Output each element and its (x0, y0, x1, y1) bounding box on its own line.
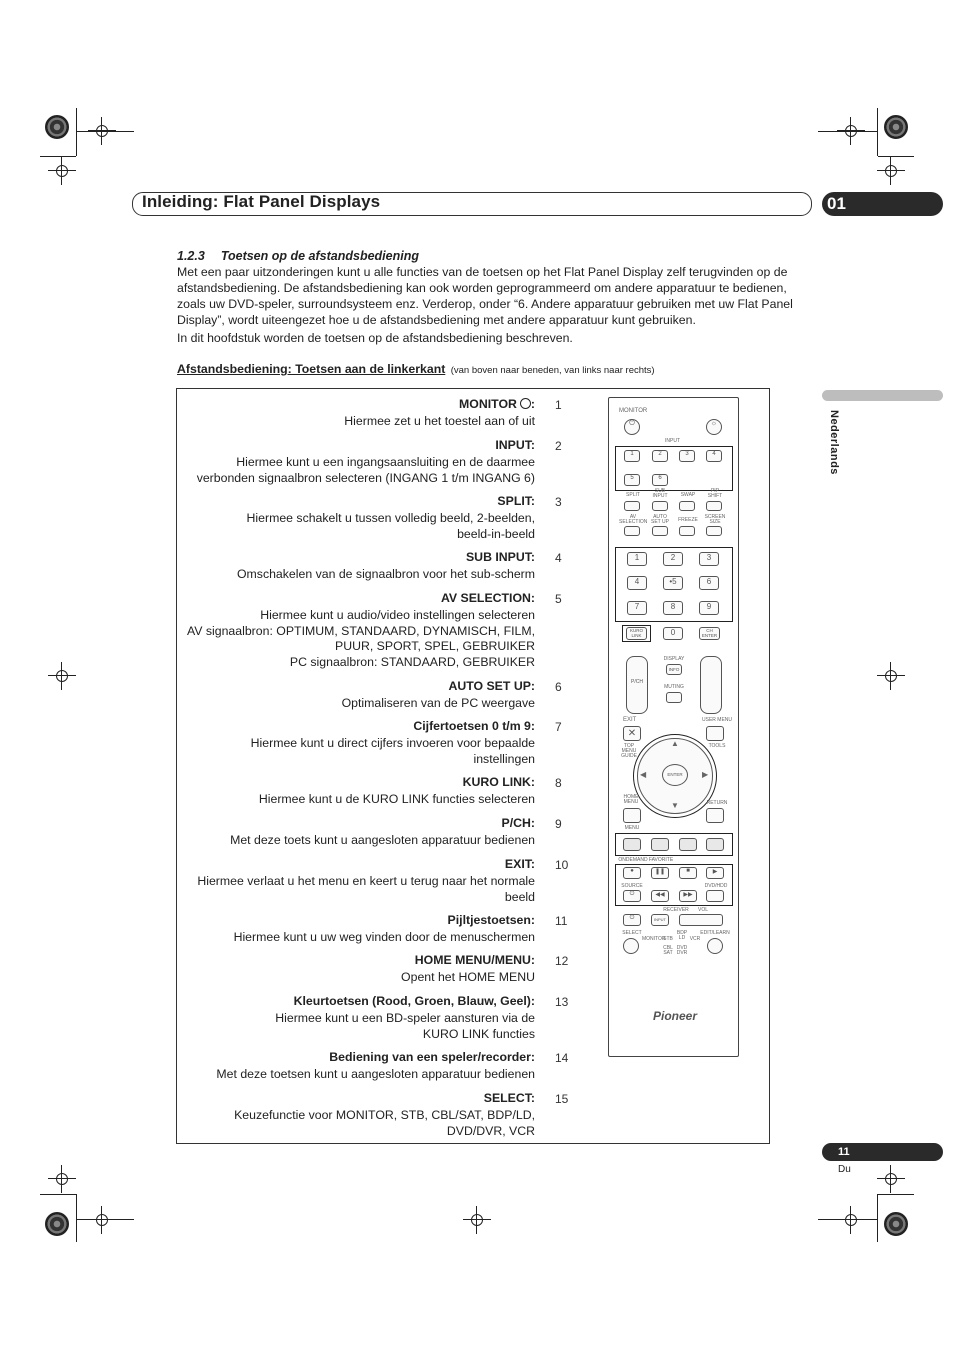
remote-edit-learn-button (707, 938, 723, 954)
arrow-up-icon: ▲ (671, 739, 679, 748)
subheading (177, 362, 655, 376)
remote-label-receiver: RECEIVER (663, 907, 689, 913)
subheading-title: Afstandsbediening: Toetsen aan de linkerkant (177, 362, 446, 376)
key-name: MONITOR (459, 397, 517, 411)
key-number: 10 (555, 858, 569, 872)
remote-input-key: 2 (652, 450, 668, 462)
remote-blue-button (679, 838, 697, 851)
remote-number-key: 6 (699, 576, 719, 590)
remote-screen-size-button (706, 526, 722, 536)
remote-ch-enter-button: CH ENTER (699, 627, 720, 640)
remote-exit-button: ✕ (623, 726, 641, 741)
key-name: P/CH: (501, 816, 535, 830)
remote-user-menu-button (706, 726, 724, 741)
key-description: Hiermee verlaat u het menu en keert u terug naar het normale beeld (197, 874, 535, 904)
remote-label-freeze: FREEZE (678, 517, 698, 523)
language-label: Nederlands (828, 410, 840, 475)
key-description: Keuzefunctie voor MONITOR, STB, CBL/SAT, BDP/LD, DVD/DVR, VCR (234, 1108, 535, 1138)
remote-number-key: 2 (663, 552, 683, 566)
page-title: Inleiding: Flat Panel Displays (142, 192, 381, 211)
remote-select-button (623, 938, 639, 954)
key-name: AV SELECTION: (440, 591, 535, 605)
intro-paragraph-2: In dit hoofdstuk worden de toetsen op de afstandsbediening beschreven. (177, 331, 573, 345)
key-name: EXIT: (504, 857, 535, 871)
remote-sub-input-button (652, 501, 668, 511)
play-icon: ▶ (706, 867, 724, 879)
key-item-color-keys (177, 994, 535, 1042)
remote-label-screen-size: SCREEN SIZE (704, 514, 726, 525)
key-item-exit (177, 857, 535, 905)
key-description: Hiermee kunt u een BD-speler aansturen via de KURO LINK functies (275, 1011, 535, 1041)
key-number: 6 (555, 680, 562, 694)
remote-label-favorite: FAVORITE (648, 857, 674, 863)
remote-auto-set-up-button (652, 526, 668, 536)
remote-label-edit-learn: EDIT/LEARN (700, 930, 730, 936)
key-number: 13 (555, 995, 569, 1009)
key-number: 4 (555, 551, 562, 565)
remote-home-menu-button (623, 808, 641, 823)
key-name: SELECT: (483, 1091, 535, 1105)
remote-number-key: 9 (699, 601, 719, 615)
remote-label-tools: TOOLS (708, 743, 726, 749)
key-item-number-keys (177, 719, 535, 767)
key-item-sub-input (177, 550, 535, 583)
page-number-badge: 11 (822, 1143, 943, 1161)
key-item-player-recorder (177, 1050, 535, 1083)
rewind-icon: ◀◀ (651, 890, 669, 902)
remote-number-key: 8 (663, 601, 683, 615)
remote-label-pip-shift: PIP SHIFT (707, 488, 723, 499)
key-number: 7 (555, 720, 562, 734)
remote-label-monitor: MONITOR (619, 408, 648, 414)
key-description: Hiermee kunt u audio/video instellingen selecteren AV signaalbron: OPTIMUM, STANDAARD, DYNAMISCH, FILM, PUUR, SPORT, SPEL, GEBRUIKER PC signaalbron: STANDAARD, GEBRUIKER (186, 608, 535, 669)
key-name: Cijfertoetsen 0 t/m 9: (413, 719, 535, 733)
remote-number-key: 7 (627, 601, 647, 615)
remote-label-cbl-sat: CBL SAT (663, 945, 673, 956)
key-name: HOME MENU/MENU: (414, 953, 535, 967)
arrow-left-icon: ◀ (640, 770, 647, 779)
remote-muting-button (666, 692, 682, 703)
key-number: 5 (555, 592, 562, 606)
remote-info-button: INFO (666, 664, 682, 675)
remote-label-select: SELECT (622, 930, 642, 936)
key-number: 2 (555, 439, 562, 453)
remote-input-key: 4 (706, 450, 722, 462)
remote-pip-shift-button (706, 501, 722, 511)
remote-power-button: ⏻ (624, 419, 640, 435)
remote-label-exit: EXIT (623, 717, 637, 723)
key-item-pch (177, 816, 535, 849)
key-description: Hiermee kunt u direct cijfers invoeren voor bepaalde instellingen (250, 736, 535, 766)
pause-icon: ❚❚ (651, 867, 669, 879)
remote-label-return: RETURN (706, 800, 728, 806)
remote-pch-rocker: P/CH (626, 656, 648, 714)
remote-label-dvd-hdd: DVD/HDD (704, 883, 728, 889)
remote-red-button (623, 838, 641, 851)
section-number: 1.2.3 (177, 249, 205, 263)
key-name: INPUT: (495, 438, 535, 452)
remote-input-key: 5 (624, 474, 640, 486)
stop-icon: ■ (679, 867, 697, 879)
receiver-power-icon: ⏻ (623, 914, 641, 926)
intro-paragraph: Met een paar uitzonderingen kunt u alle functies van de toetsen op het Flat Panel Display zelf terugvinden op de afstandsbediening. De afstandsbediening kan ook worden geprogrammeerd om andere apparatuur te bedienen, zoals uw DVD-speler, surroundsysteem enz. Verderop, onder “6. Andere apparatuur gebruiken met uw Flat Panel Display”, wordt uiteengezet hoe u de afstandsbediening met andere apparatuur kunt gebruiken. (177, 265, 793, 327)
key-name: SPLIT: (497, 494, 535, 508)
arrow-right-icon: ▶ (702, 770, 709, 779)
key-number: 14 (555, 1051, 569, 1065)
key-number: 11 (555, 914, 568, 928)
remote-label-swap: SWAP (680, 492, 696, 498)
remote-control-illustration (608, 397, 739, 1057)
key-description: Met deze toetsen kunt u aangesloten apparatuur bedienen (216, 1067, 535, 1082)
key-description: Optimaliseren van de PC weergave (341, 696, 535, 711)
remote-label-home-menu: HOME MENU (623, 794, 639, 805)
remote-split-button (624, 501, 640, 511)
remote-dvd-hdd-button (706, 890, 724, 902)
record-icon: ● (623, 867, 641, 879)
key-item-auto-set-up (177, 679, 535, 712)
key-name: AUTO SET UP: (448, 679, 535, 693)
remote-label-menu: MENU (624, 825, 640, 831)
subheading-note: (van boven naar beneden, van links naar rechts) (450, 365, 655, 376)
fast-forward-icon: ▶▶ (679, 890, 697, 902)
key-item-home-menu (177, 953, 535, 986)
remote-return-button (706, 808, 724, 823)
key-number: 15 (555, 1092, 569, 1106)
remote-label-vol: VOL (697, 907, 708, 913)
key-description: Hiermee schakelt u tussen volledig beeld, 2-beelden, beeld-in-beeld (246, 511, 535, 541)
remote-number-key: 4 (627, 576, 647, 590)
remote-number-key: 3 (699, 552, 719, 566)
remote-label-dvd-dvr: DVD DVR (676, 945, 688, 956)
remote-receiver-volume (679, 914, 723, 926)
remote-zero-key: 0 (663, 627, 683, 640)
remote-label-display: DISPLAY (663, 656, 685, 662)
remote-volume-rocker (700, 656, 722, 714)
remote-label-auto-set-up: AUTO SET UP (651, 514, 669, 525)
key-number: 8 (555, 776, 562, 790)
key-name: Pijltjestoetsen: (447, 913, 535, 927)
key-name: Kleurtoetsen (Rood, Groen, Blauw, Geel): (293, 994, 535, 1008)
remote-label-bdp-ld: BDP LD (676, 930, 688, 941)
key-number: 9 (555, 817, 562, 831)
key-item-split (177, 494, 535, 542)
key-description: Hiermee kunt u de KURO LINK functies selecteren (258, 792, 535, 807)
remote-input-key: 6 (652, 474, 668, 486)
key-description: Hiermee kunt u uw weg vinden door de menuschermen (233, 930, 535, 945)
page-language-code: Du (838, 1164, 851, 1175)
remote-label-monitor-small: MONITOR (642, 936, 666, 942)
key-description: Hiermee zet u het toestel aan of uit (344, 414, 535, 429)
remote-green-button (651, 838, 669, 851)
remote-label-split: SPLIT (626, 492, 640, 498)
key-number: 3 (555, 495, 562, 509)
remote-label-user-menu: USER MENU (702, 717, 733, 723)
key-item-arrow-keys (177, 913, 535, 946)
remote-input-key: 3 (679, 450, 695, 462)
remote-label-av-selection: AV SELECTION (619, 514, 648, 525)
remote-yellow-button (706, 838, 724, 851)
key-number: 12 (555, 954, 569, 968)
arrow-down-icon: ▼ (671, 801, 679, 810)
remote-label-source: SOURCE (621, 883, 643, 889)
key-name: Bediening van een speler/recorder: (329, 1050, 535, 1064)
language-tab (822, 390, 943, 401)
source-power-icon: ⏻ (623, 890, 641, 902)
key-description: Met deze toets kunt u aangesloten apparatuur bedienen (230, 833, 535, 848)
remote-number-key: 1 (627, 552, 647, 566)
remote-label-top-menu: TOP MENU GUIDE (621, 743, 637, 759)
remote-swap-button (679, 501, 695, 511)
section-heading (177, 249, 419, 263)
remote-number-key: •5 (663, 576, 683, 590)
key-item-kuro-link (177, 775, 535, 808)
remote-label-input: INPUT (665, 438, 680, 444)
key-item-monitor: MONITOR : Hiermee zet u het toestel aan of uit (177, 397, 535, 430)
remote-light-button: ☼ (706, 419, 722, 435)
key-number: 1 (555, 398, 562, 412)
pioneer-logo: Pioneer (652, 1009, 697, 1023)
remote-freeze-button (679, 526, 695, 536)
key-description: Opent het HOME MENU (401, 970, 535, 985)
remote-label-muting: MUTING (664, 684, 684, 690)
key-item-av-selection (177, 591, 535, 670)
section-title: Toetsen op de afstandsbediening (220, 249, 419, 263)
key-description: Hiermee kunt u een ingangsaansluiting en de daarmee verbonden signaalbron selecteren (INGANG 1 t/m INGANG 6) (196, 455, 535, 485)
remote-enter-button: ENTER (662, 764, 688, 786)
remote-label-ondemand: ONDEMAND (618, 857, 648, 863)
power-icon (520, 398, 531, 409)
remote-label-sub-input: SUB INPUT (652, 488, 668, 499)
remote-label-vcr: VCR (689, 936, 701, 942)
remote-label-stb: STB (663, 936, 673, 942)
remote-kuro-link-button: KURO LINK (626, 627, 647, 640)
key-item-select (177, 1091, 535, 1139)
key-name: SUB INPUT: (465, 550, 535, 564)
remote-receiver-input-button: INPUT (651, 914, 669, 926)
key-item-input (177, 438, 535, 486)
remote-av-selection-button (624, 526, 640, 536)
key-name: KURO LINK: (462, 775, 535, 789)
chapter-badge: 01 (822, 192, 943, 216)
remote-input-key: 1 (624, 450, 640, 462)
key-description: Omschakelen van de signaalbron voor het sub-scherm (236, 567, 535, 582)
